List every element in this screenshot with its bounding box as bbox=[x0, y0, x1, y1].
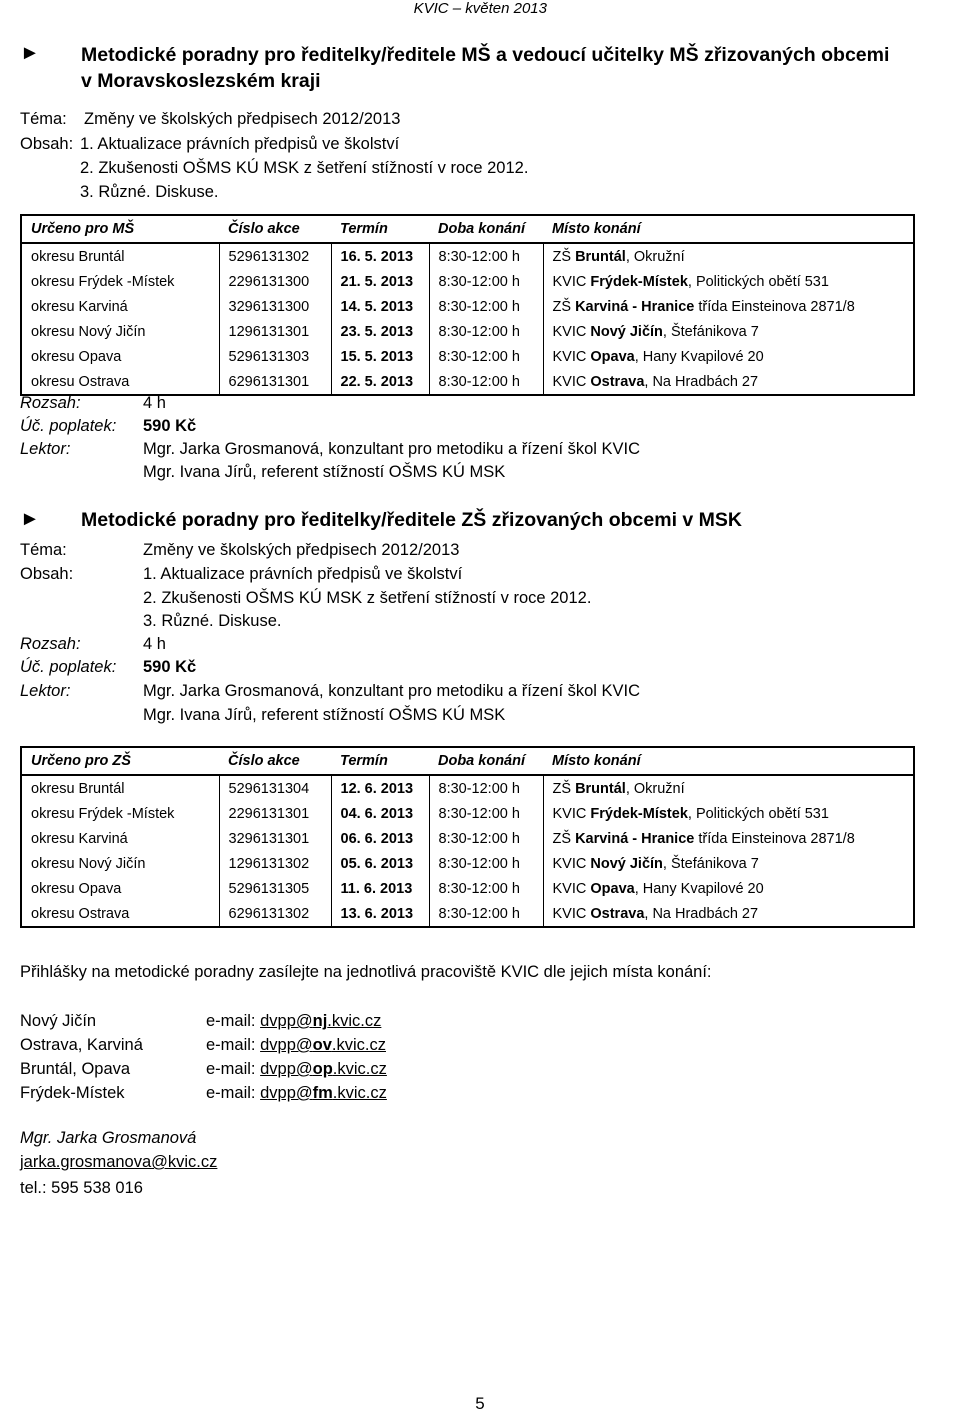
email-user: dvpp@ bbox=[260, 1060, 313, 1078]
cell-event-number: 2296131301 bbox=[219, 801, 331, 826]
venue-text: , Politických obětí 531 bbox=[687, 805, 829, 822]
venue-text: třída Einsteinova 2871/8 bbox=[694, 298, 855, 315]
cell-date: 15. 5. 2013 bbox=[331, 344, 429, 369]
venue-city: Ostrava bbox=[590, 905, 645, 922]
venue-text: ZŠ bbox=[552, 830, 576, 847]
cell-district: okresu Bruntál bbox=[31, 248, 125, 265]
section1-poplatek: 590 Kč bbox=[143, 417, 197, 435]
venue-text: třída Einsteinova 2871/8 bbox=[694, 830, 855, 847]
column-header-venue: Místo konání bbox=[543, 215, 914, 243]
section1-rozsah: 4 h bbox=[143, 394, 166, 412]
table-row bbox=[21, 294, 914, 319]
cell-venue bbox=[543, 851, 914, 876]
email-link[interactable] bbox=[260, 1084, 387, 1102]
cell-venue bbox=[543, 775, 914, 801]
section2-lektor-2: Mgr. Ivana Jírů, referent stížností OŠMS KÚ MSK bbox=[143, 706, 506, 724]
page-header: KVIC – květen 2013 bbox=[413, 0, 547, 17]
cell-duration: 8:30-12:00 h bbox=[429, 901, 543, 927]
section1-obsah-label: Obsah: bbox=[20, 135, 74, 153]
venue-city: Nový Jičín bbox=[590, 855, 663, 872]
cell-date: 05. 6. 2013 bbox=[331, 851, 429, 876]
cell-district: okresu Opava bbox=[31, 880, 122, 897]
cell-district: okresu Bruntál bbox=[31, 780, 125, 797]
cell-venue bbox=[543, 243, 914, 269]
venue-text: , Na Hradbách 27 bbox=[644, 373, 759, 390]
cell-venue bbox=[543, 801, 914, 826]
cell-district: okresu Opava bbox=[31, 348, 122, 365]
cell-district: okresu Karviná bbox=[31, 830, 128, 847]
section1-tema-label: Téma: bbox=[20, 110, 67, 128]
cell-district: okresu Nový Jičín bbox=[31, 323, 146, 340]
table-row bbox=[21, 901, 914, 927]
venue-city: Opava bbox=[590, 880, 635, 897]
email-user: dvpp@ bbox=[260, 1036, 313, 1054]
venue-text: KVIC bbox=[552, 855, 591, 872]
venue-text: KVIC bbox=[552, 373, 591, 390]
venue-text: , Štefánikova 7 bbox=[662, 855, 759, 872]
section2-poplatek: 590 Kč bbox=[143, 658, 197, 676]
venue-text: , Okružní bbox=[625, 780, 685, 797]
contact-place: Frýdek-Místek bbox=[20, 1084, 125, 1102]
section1-lektor-1: Mgr. Jarka Grosmanová, konzultant pro metodiku a řízení škol KVIC bbox=[143, 440, 641, 458]
email-label: e-mail: bbox=[206, 1036, 261, 1054]
cell-venue bbox=[543, 269, 914, 294]
cell-event-number: 5296131305 bbox=[219, 876, 331, 901]
email-branch-code: op bbox=[312, 1060, 333, 1078]
venue-text: , Na Hradbách 27 bbox=[644, 905, 759, 922]
section1-schedule-table bbox=[20, 214, 915, 396]
cell-date: 21. 5. 2013 bbox=[331, 269, 429, 294]
cell-district: okresu Nový Jičín bbox=[31, 855, 146, 872]
cell-venue bbox=[543, 319, 914, 344]
venue-text: ZŠ bbox=[552, 780, 576, 797]
contact-email bbox=[206, 1010, 381, 1033]
email-link[interactable] bbox=[260, 1060, 387, 1078]
cell-event-number: 3296131301 bbox=[219, 826, 331, 851]
venue-text: KVIC bbox=[552, 273, 591, 290]
section1-obsah-3: 3. Různé. Diskuse. bbox=[80, 183, 219, 201]
section2-obsah-3: 3. Různé. Diskuse. bbox=[143, 612, 282, 630]
cell-date: 12. 6. 2013 bbox=[331, 775, 429, 801]
cell-event-number: 5296131303 bbox=[219, 344, 331, 369]
cell-duration: 8:30-12:00 h bbox=[429, 243, 543, 269]
column-header-date: Termín bbox=[331, 747, 429, 775]
venue-text: ZŠ bbox=[552, 248, 576, 265]
column-header-duration: Doba konání bbox=[429, 215, 543, 243]
venue-text: KVIC bbox=[552, 805, 591, 822]
email-branch-code: nj bbox=[312, 1012, 328, 1030]
cell-district: okresu Karviná bbox=[31, 298, 128, 315]
contact-email bbox=[206, 1034, 386, 1057]
cell-date: 06. 6. 2013 bbox=[331, 826, 429, 851]
cell-district: okresu Frýdek -Místek bbox=[31, 805, 175, 822]
venue-text: KVIC bbox=[552, 323, 591, 340]
cell-duration: 8:30-12:00 h bbox=[429, 876, 543, 901]
venue-text: KVIC bbox=[552, 348, 591, 365]
table-row bbox=[21, 775, 914, 801]
section2-obsah-2: 2. Zkušenosti OŠMS KÚ MSK z šetření stížností v roce 2012. bbox=[143, 589, 592, 607]
cell-event-number: 6296131302 bbox=[219, 901, 331, 927]
section2-title: Metodické poradny pro ředitelky/ředitele ZŠ zřizovaných obcemi v MSK bbox=[81, 509, 743, 531]
table-row bbox=[21, 344, 914, 369]
venue-city: Opava bbox=[590, 348, 635, 365]
email-link[interactable] bbox=[260, 1036, 386, 1054]
cell-event-number: 5296131302 bbox=[219, 243, 331, 269]
section1-rozsah-label: Rozsah: bbox=[20, 394, 81, 412]
section2-obsah-1: 1. Aktualizace právních předpisů ve školství bbox=[143, 565, 463, 583]
table-row bbox=[21, 243, 914, 269]
cell-date: 16. 5. 2013 bbox=[331, 243, 429, 269]
email-user: dvpp@ bbox=[260, 1084, 313, 1102]
email-link[interactable] bbox=[260, 1012, 381, 1030]
section2-lektor-label: Lektor: bbox=[20, 682, 71, 700]
table-row bbox=[21, 319, 914, 344]
table-row bbox=[21, 269, 914, 294]
email-branch-code: ov bbox=[312, 1036, 332, 1054]
cell-venue bbox=[543, 826, 914, 851]
cell-date: 13. 6. 2013 bbox=[331, 901, 429, 927]
table-row bbox=[21, 851, 914, 876]
bullet-arrow-icon: ► bbox=[20, 42, 40, 64]
bullet-arrow-icon: ► bbox=[20, 508, 40, 530]
cell-venue bbox=[543, 876, 914, 901]
venue-city: Ostrava bbox=[590, 373, 645, 390]
venue-text: ZŠ bbox=[552, 298, 576, 315]
cell-duration: 8:30-12:00 h bbox=[429, 294, 543, 319]
contact-person-name: Mgr. Jarka Grosmanová bbox=[20, 1129, 197, 1147]
contact-phone: tel.: 595 538 016 bbox=[20, 1179, 143, 1197]
section1-lektor-2: Mgr. Ivana Jírů, referent stížností OŠMS KÚ MSK bbox=[143, 463, 506, 481]
column-header-district: Určeno pro ZŠ bbox=[21, 747, 219, 775]
venue-text: KVIC bbox=[552, 880, 591, 897]
section2-poplatek-label: Úč. poplatek: bbox=[20, 658, 117, 676]
section1-lektor-label: Lektor: bbox=[20, 440, 71, 458]
contact-email bbox=[206, 1058, 387, 1081]
venue-text: , Štefánikova 7 bbox=[662, 323, 759, 340]
section1-poplatek-label: Úč. poplatek: bbox=[20, 417, 117, 435]
cell-venue bbox=[543, 901, 914, 927]
contacts-intro: Přihlášky na metodické poradny zasílejte na jednotlivá pracoviště KVIC dle jejich místa konání: bbox=[20, 963, 712, 981]
table-row bbox=[21, 826, 914, 851]
venue-city: Nový Jičín bbox=[590, 323, 663, 340]
venue-city: Karviná - Hranice bbox=[575, 298, 695, 315]
cell-district: okresu Ostrava bbox=[31, 905, 130, 922]
cell-duration: 8:30-12:00 h bbox=[429, 851, 543, 876]
section2-tema-label: Téma: bbox=[20, 541, 67, 559]
email-label: e-mail: bbox=[206, 1012, 261, 1030]
contact-place: Bruntál, Opava bbox=[20, 1060, 131, 1078]
contact-email bbox=[206, 1082, 387, 1105]
cell-event-number: 5296131304 bbox=[219, 775, 331, 801]
venue-text: , Hany Kvapilové 20 bbox=[634, 348, 764, 365]
venue-text: KVIC bbox=[552, 905, 591, 922]
contact-place: Ostrava, Karviná bbox=[20, 1036, 143, 1054]
venue-text: , Okružní bbox=[625, 248, 685, 265]
page-number: 5 bbox=[475, 1394, 485, 1413]
email-domain: .kvic.cz bbox=[332, 1084, 387, 1102]
venue-city: Bruntál bbox=[575, 248, 626, 265]
section2-lektor-1: Mgr. Jarka Grosmanová, konzultant pro metodiku a řízení škol KVIC bbox=[143, 682, 641, 700]
column-header-duration: Doba konání bbox=[429, 747, 543, 775]
cell-event-number: 2296131300 bbox=[219, 269, 331, 294]
email-user: dvpp@ bbox=[260, 1012, 313, 1030]
cell-event-number: 3296131300 bbox=[219, 294, 331, 319]
cell-date: 11. 6. 2013 bbox=[331, 876, 429, 901]
table-header-row bbox=[21, 215, 914, 243]
column-header-event-number: Číslo akce bbox=[219, 747, 331, 775]
section1-tema: Změny ve školských předpisech 2012/2013 bbox=[84, 110, 401, 128]
email-label: e-mail: bbox=[206, 1060, 261, 1078]
cell-date: 23. 5. 2013 bbox=[331, 319, 429, 344]
cell-venue bbox=[543, 294, 914, 319]
table-header-row bbox=[21, 747, 914, 775]
cell-venue bbox=[543, 369, 914, 395]
section2-rozsah: 4 h bbox=[143, 635, 166, 653]
section2-rozsah-label: Rozsah: bbox=[20, 635, 81, 653]
column-header-event-number: Číslo akce bbox=[219, 215, 331, 243]
cell-duration: 8:30-12:00 h bbox=[429, 269, 543, 294]
venue-text: , Hany Kvapilové 20 bbox=[634, 880, 764, 897]
cell-duration: 8:30-12:00 h bbox=[429, 801, 543, 826]
section1-obsah-1: 1. Aktualizace právních předpisů ve školství bbox=[80, 135, 400, 153]
cell-date: 22. 5. 2013 bbox=[331, 369, 429, 395]
email-label: e-mail: bbox=[206, 1084, 261, 1102]
cell-duration: 8:30-12:00 h bbox=[429, 775, 543, 801]
section1-title-line2: v Moravskoslezském kraji bbox=[81, 70, 321, 92]
cell-duration: 8:30-12:00 h bbox=[429, 369, 543, 395]
column-header-district: Určeno pro MŠ bbox=[21, 215, 219, 243]
email-branch-code: fm bbox=[312, 1084, 333, 1102]
email-domain: .kvic.cz bbox=[332, 1060, 387, 1078]
cell-duration: 8:30-12:00 h bbox=[429, 826, 543, 851]
contact-place: Nový Jičín bbox=[20, 1012, 97, 1030]
cell-district: okresu Ostrava bbox=[31, 373, 130, 390]
email-domain: .kvic.cz bbox=[327, 1012, 382, 1030]
cell-duration: 8:30-12:00 h bbox=[429, 319, 543, 344]
venue-city: Frýdek-Místek bbox=[590, 805, 688, 822]
section2-tema: Změny ve školských předpisech 2012/2013 bbox=[143, 541, 460, 559]
cell-event-number: 1296131302 bbox=[219, 851, 331, 876]
cell-venue bbox=[543, 344, 914, 369]
cell-date: 04. 6. 2013 bbox=[331, 801, 429, 826]
venue-city: Bruntál bbox=[575, 780, 626, 797]
cell-event-number: 6296131301 bbox=[219, 369, 331, 395]
cell-district: okresu Frýdek -Místek bbox=[31, 273, 175, 290]
venue-city: Frýdek-Místek bbox=[590, 273, 688, 290]
venue-text: , Politických obětí 531 bbox=[687, 273, 829, 290]
section2-obsah-label: Obsah: bbox=[20, 565, 74, 583]
section1-title-line1: Metodické poradny pro ředitelky/ředitele MŠ a vedoucí učitelky MŠ zřizovaných obcemi bbox=[81, 44, 890, 66]
table-row bbox=[21, 876, 914, 901]
cell-date: 14. 5. 2013 bbox=[331, 294, 429, 319]
column-header-date: Termín bbox=[331, 215, 429, 243]
contact-person-email-link[interactable]: jarka.grosmanova@kvic.cz bbox=[20, 1153, 218, 1171]
table-row bbox=[21, 801, 914, 826]
cell-duration: 8:30-12:00 h bbox=[429, 344, 543, 369]
venue-city: Karviná - Hranice bbox=[575, 830, 695, 847]
cell-event-number: 1296131301 bbox=[219, 319, 331, 344]
section2-schedule-table bbox=[20, 746, 915, 928]
email-domain: .kvic.cz bbox=[331, 1036, 386, 1054]
column-header-venue: Místo konání bbox=[543, 747, 914, 775]
section1-obsah-2: 2. Zkušenosti OŠMS KÚ MSK z šetření stížností v roce 2012. bbox=[80, 159, 529, 177]
